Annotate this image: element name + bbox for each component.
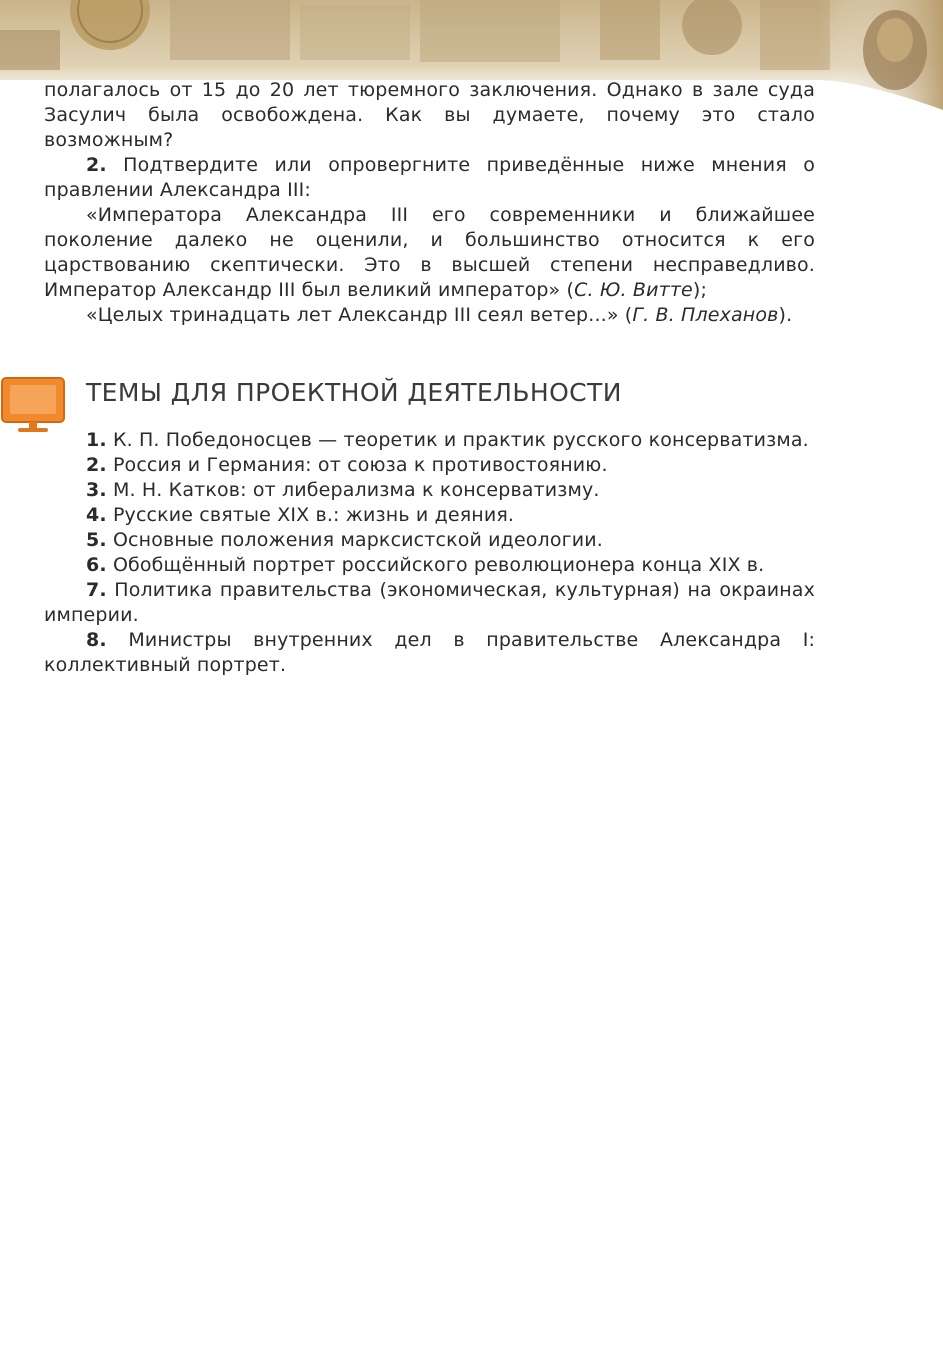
project-topics-header: [0, 372, 943, 432]
list-item: [44, 428, 815, 453]
topic-number: 4.: [86, 504, 107, 526]
question-text: Подтвердите или опровергните приведённые ниже мнения о правлении Александра III:: [44, 154, 815, 201]
list-item: [44, 478, 815, 503]
topic-number: 8.: [86, 629, 107, 651]
list-item: [44, 628, 815, 678]
quote-end: ).: [778, 304, 793, 326]
topic-text: Политика правительства (экономическая, культурная) на окраинах империи.: [44, 579, 815, 626]
section-title: ТЕМЫ ДЛЯ ПРОЕКТНОЙ ДЕЯТЕЛЬНОСТИ: [86, 378, 622, 407]
topic-text: Основные положения марксистской идеологии.: [106, 529, 603, 551]
questions-block: [44, 78, 815, 328]
quote-author: Г. В. Плеханов: [632, 304, 779, 326]
quote-plekhanov: [44, 303, 815, 328]
question-2: [44, 153, 815, 203]
quote-text: «Императора Александра III его современники и ближайшее поколение далеко не оценили, и большинство относится к его царствованию скептически. Это в высшей степени несправедливо. Император Александр III был великий император» (: [44, 204, 815, 301]
list-item: [44, 453, 815, 478]
topic-text: Россия и Германия: от союза к противостоянию.: [106, 454, 608, 476]
topic-number: 7.: [86, 579, 107, 601]
topics-list: [44, 428, 815, 678]
question-1-continuation: полагалось от 15 до 20 лет тюремного заключения. Однако в зале суда Засулич была освобождена. Как вы думаете, почему это стало возможным?: [44, 79, 815, 151]
topic-number: 1.: [86, 429, 107, 451]
list-item: [44, 578, 815, 628]
topic-text: Министры внутренних дел в правительстве Александра I: коллективный портрет.: [44, 629, 815, 676]
topic-number: 2.: [86, 454, 107, 476]
topic-text: К. П. Победоносцев — теоретик и практик русского консерватизма.: [106, 429, 809, 451]
quote-author: С. Ю. Витте: [574, 279, 693, 301]
topic-text: М. Н. Катков: от либерализма к консерватизму.: [106, 479, 600, 501]
topic-text: Обобщённый портрет российского революционера конца XIX в.: [106, 554, 765, 576]
question-number: 2.: [86, 154, 107, 176]
quote-text: «Целых тринадцать лет Александр III сеял ветер...» (: [86, 304, 633, 326]
topic-number: 3.: [86, 479, 107, 501]
quote-witte: [44, 203, 815, 303]
list-item: [44, 503, 815, 528]
list-item: [44, 553, 815, 578]
quote-end: );: [692, 279, 708, 301]
topic-number: 5.: [86, 529, 107, 551]
list-item: [44, 528, 815, 553]
topic-number: 6.: [86, 554, 107, 576]
topic-text: Русские святые XIX в.: жизнь и деяния.: [106, 504, 515, 526]
